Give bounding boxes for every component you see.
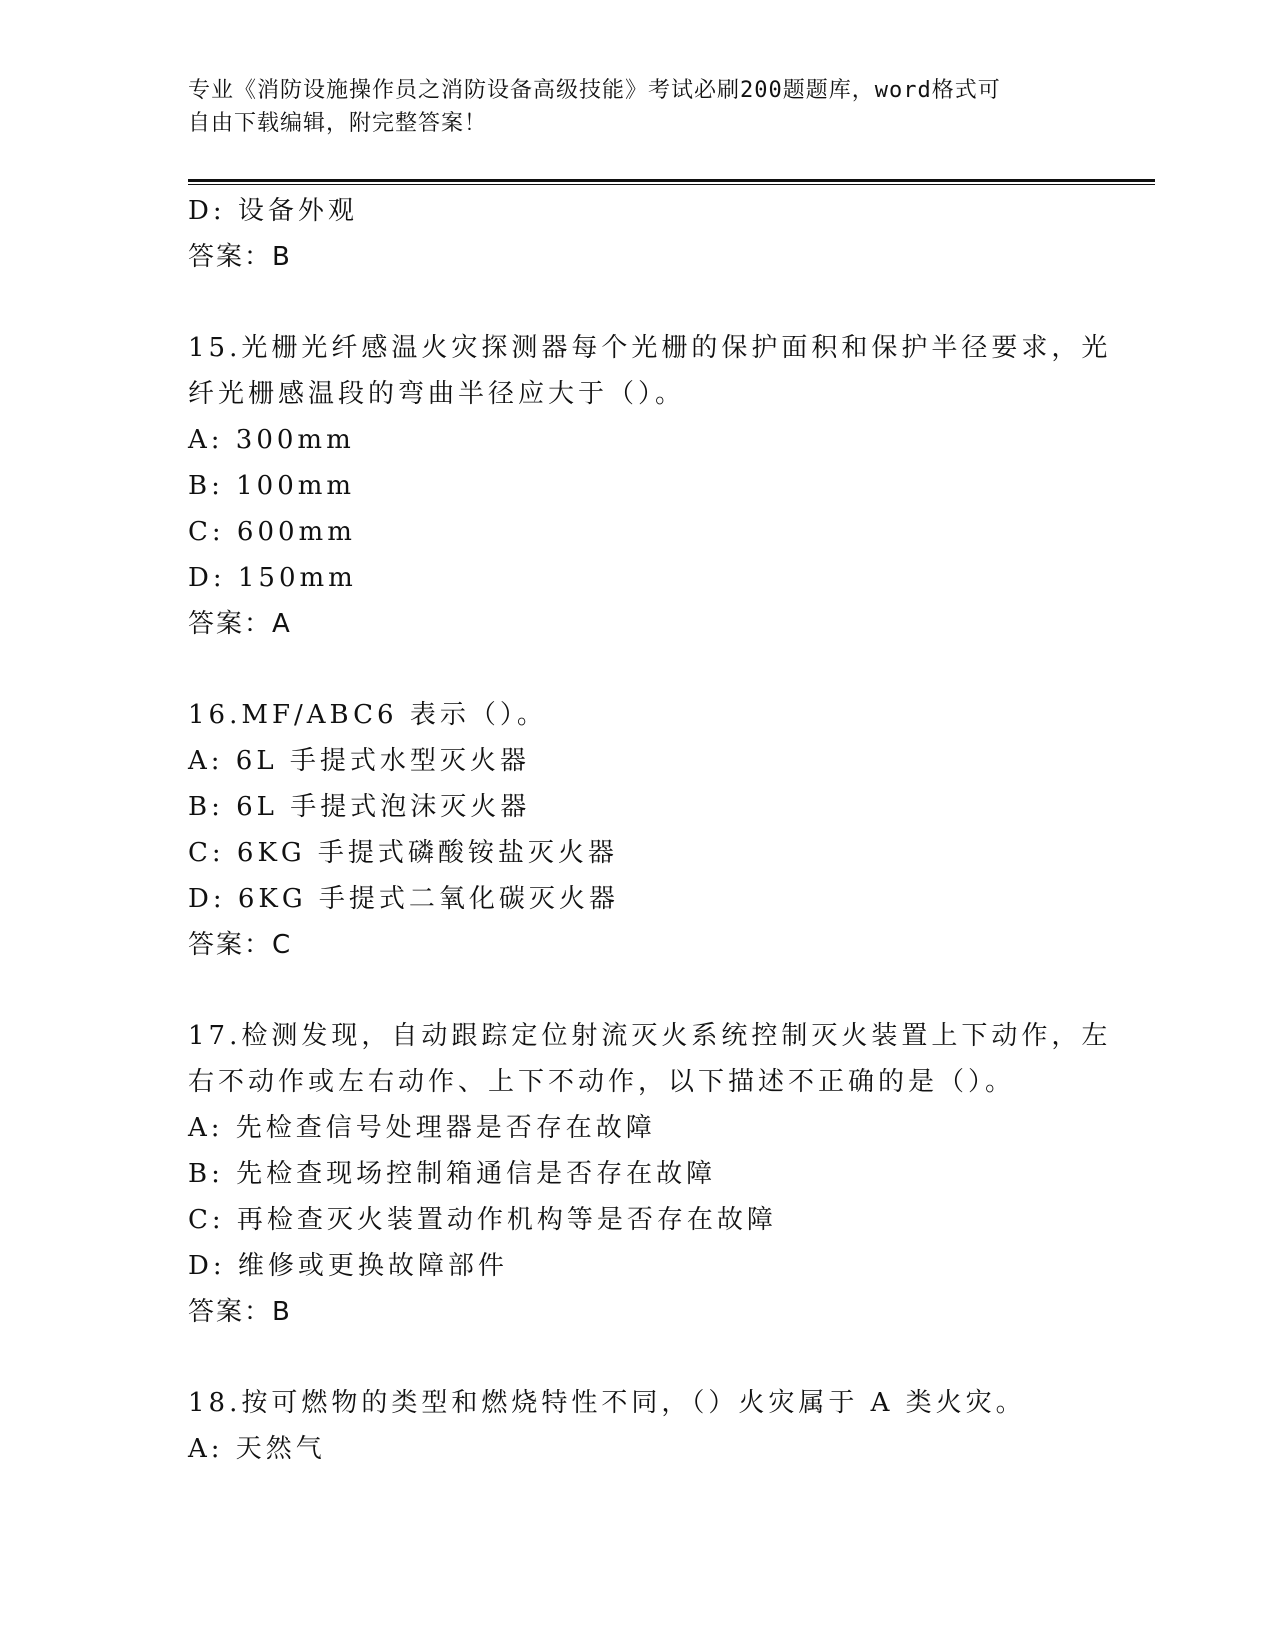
question-15	[188, 325, 1112, 647]
option-c: C: 再检查灭火装置动作机构等是否存在故障	[188, 1205, 777, 1235]
option-c: C: 600mm	[188, 517, 356, 547]
option-a: A: 6L 手提式水型灭火器	[188, 746, 530, 776]
question-17	[188, 1013, 1112, 1335]
question-18	[188, 1380, 1088, 1472]
option-d: D: 设备外观	[188, 196, 358, 226]
answer: 答案：B	[188, 1297, 292, 1327]
question-stem-cont: 右不动作或左右动作、上下不动作，以下描述不正确的是（）。	[188, 1067, 1016, 1097]
option-d: D: 维修或更换故障部件	[188, 1251, 508, 1281]
question-list	[188, 188, 1112, 1472]
question-stem: 18.按可燃物的类型和燃烧特性不同，（）火灾属于 A 类火灾。	[188, 1388, 1026, 1418]
header-line-1: 专业《消防设施操作员之消防设备高级技能》考试必刷200题题库，word格式可	[188, 78, 1001, 103]
option-a: A: 先检查信号处理器是否存在故障	[188, 1113, 656, 1143]
header-divider-thick	[188, 179, 1155, 182]
option-d: D: 6KG 手提式二氧化碳灭火器	[188, 884, 619, 914]
document-header	[188, 74, 1088, 140]
answer: 答案：A	[188, 609, 292, 639]
question-stem: 16.MF/ABC6 表示（）。	[188, 700, 547, 730]
option-a: A: 天然气	[188, 1434, 326, 1464]
answer: 答案：B	[188, 242, 292, 272]
option-c: C: 6KG 手提式磷酸铵盐灭火器	[188, 838, 618, 868]
option-b: B: 先检查现场控制箱通信是否存在故障	[188, 1159, 717, 1189]
option-b: B: 6L 手提式泡沫灭火器	[188, 792, 531, 822]
option-a: A: 300mm	[188, 425, 355, 455]
question-stem-cont: 纤光栅感温段的弯曲半径应大于（）。	[188, 379, 686, 409]
answer: 答案：C	[188, 930, 293, 960]
option-d: D: 150mm	[188, 563, 357, 593]
question-stem: 17.检测发现，自动跟踪定位射流灭火系统控制灭火装置上下动作，左	[188, 1021, 1112, 1051]
question-14-tail	[188, 188, 1088, 280]
option-b: B: 100mm	[188, 471, 356, 501]
question-16	[188, 692, 1088, 968]
question-stem: 15.光栅光纤感温火灾探测器每个光栅的保护面积和保护半径要求，光	[188, 333, 1112, 363]
header-line-2: 自由下载编辑，附完整答案！	[188, 111, 488, 136]
header-divider-thin	[188, 184, 1155, 185]
